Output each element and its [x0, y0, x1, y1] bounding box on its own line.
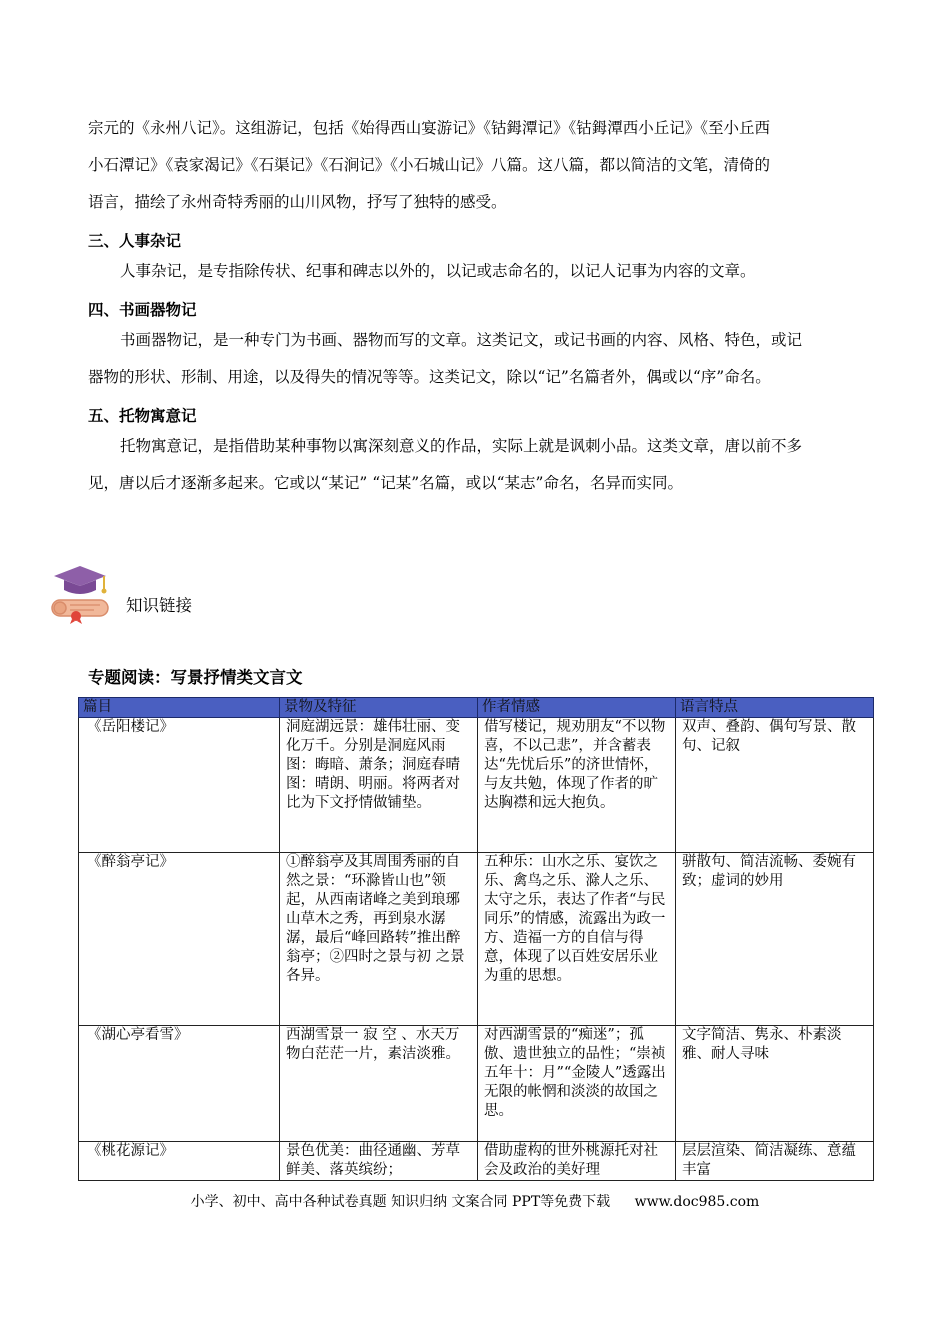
header-scenery: 景物及特征 [280, 698, 478, 718]
header-title: 篇目 [79, 698, 280, 718]
intro-paragraph [88, 110, 868, 221]
table-row [79, 718, 874, 853]
footer-url[interactable]: www.doc985.com [634, 1194, 760, 1210]
cell-scenery: 西湖雪景一 寂 空 、水天万物白茫茫一片，素洁淡雅。 [280, 1026, 478, 1142]
cell-emotion: 借助虚构的世外桃源托对社会及政治的美好理 [478, 1142, 676, 1181]
intro-line: 语言，描绘了永州奇特秀丽的山川风物，抒写了独特的感受。 [88, 193, 507, 211]
cell-language: 文字简洁、隽永、朴素淡雅、耐人寻味 [676, 1026, 874, 1142]
table-title: 专题阅读：写景抒情类文言文 [88, 668, 303, 687]
cell-title: 《桃花源记》 [79, 1142, 280, 1181]
section-heading-renshi: 三、人事杂记 [88, 232, 182, 250]
section-body-tuowu [88, 428, 868, 502]
graduation-cap-diploma-icon [50, 564, 114, 624]
cell-title: 《醉翁亭记》 [79, 853, 280, 1026]
cell-emotion: 五种乐：山水之乐、宴饮之乐、禽鸟之乐、滁人之乐、太守之乐，表达了作者“与民同乐”的情感，流露出为政一方、造福一方的自信与得意，体现了以百姓安居乐业为重的思想。 [478, 853, 676, 1026]
cell-language: 层层渲染、简洁凝练、意蕴丰富 [676, 1142, 874, 1181]
header-emotion: 作者情感 [478, 698, 676, 718]
knowledge-link-label: 知识链接 [126, 596, 192, 615]
cell-scenery: 景色优美：曲径通幽、芳草鲜美、落英缤纷； [280, 1142, 478, 1181]
cell-emotion: 借写楼记，规劝朋友“不以物喜，不以己悲”，并含蓄表达“先忧后乐”的济世情怀，与友共勉，体现了作者的旷达胸襟和远大抱负。 [478, 718, 676, 853]
table-row [79, 1026, 874, 1142]
intro-line: 小石潭记》《袁家渴记》《石渠记》《石涧记》《小石城山记》八篇。这八篇，都以简洁的文笔，清倚的 [88, 156, 771, 174]
body-line: 托物寓意记，是指借助某种事物以寓深刻意义的作品，实际上就是讽刺小品。这类文章，唐以前不多 [120, 437, 803, 455]
table-row [79, 853, 874, 1026]
body-line: 见，唐以后才逐渐多起来。它或以“某记” “记某”名篇，或以“某志”命名，名异而实同。 [88, 474, 683, 492]
body-line: 器物的形状、形制、用途，以及得失的情况等等。这类记文，除以“记”名篇者外，偶或以“序”命名。 [88, 368, 771, 386]
cell-scenery: ①醉翁亭及其周围秀丽的自然之景：“环滁皆山也”领起，从西南诸峰之美到琅琊山草木之秀，再到泉水潺潺，最后“峰回路转”推出醉翁亭；②四时之景与初 之景各异。 [280, 853, 478, 1026]
section-heading-tuowu: 五、托物寓意记 [88, 407, 197, 425]
header-language: 语言特点 [676, 698, 874, 718]
cell-language: 骈散句、简洁流畅、委婉有致；虚词的妙用 [676, 853, 874, 1026]
section-heading-shuhua: 四、书画器物记 [88, 301, 197, 319]
cell-scenery: 洞庭湖远景：雄伟壮丽、变化万千。分别是洞庭风雨图：晦暗、萧条；洞庭春晴图：晴朗、明丽。将两者对比为下文抒情做铺垫。 [280, 718, 478, 853]
body-line: 书画器物记，是一种专门为书画、器物而写的文章。这类记文，或记书画的内容、风格、特色，或记 [120, 331, 803, 349]
intro-line: 宗元的《永州八记》。这组游记，包括《始得西山宴游记》《钴鉧潭记》《钴鉧潭西小丘记》《至小丘西 [88, 119, 771, 137]
reading-table [78, 697, 874, 1181]
cell-emotion: 对西湖雪景的“痴迷”；孤傲、遗世独立的品性；“崇祯五年十：月”“金陵人”透露出无限的帐惘和淡淡的故国之思。 [478, 1026, 676, 1142]
cell-language: 双声、叠韵、偶句写景、散句、记叙 [676, 718, 874, 853]
cell-title: 《湖心亭看雪》 [79, 1026, 280, 1142]
table-header-row [79, 698, 874, 718]
table-row [79, 1142, 874, 1181]
section-body-shuhua [88, 322, 868, 396]
page-footer [0, 1191, 950, 1211]
footer-text: 小学、初中、高中各种试卷真题 知识归纳 文案合同 PPT等免费下载 [190, 1194, 611, 1210]
knowledge-link-banner [50, 564, 370, 624]
section-body-renshi [88, 253, 868, 290]
cell-title: 《岳阳楼记》 [79, 718, 280, 853]
body-line: 人事杂记，是专指除传状、纪事和碑志以外的，以记或志命名的，以记人记事为内容的文章。 [120, 262, 756, 280]
